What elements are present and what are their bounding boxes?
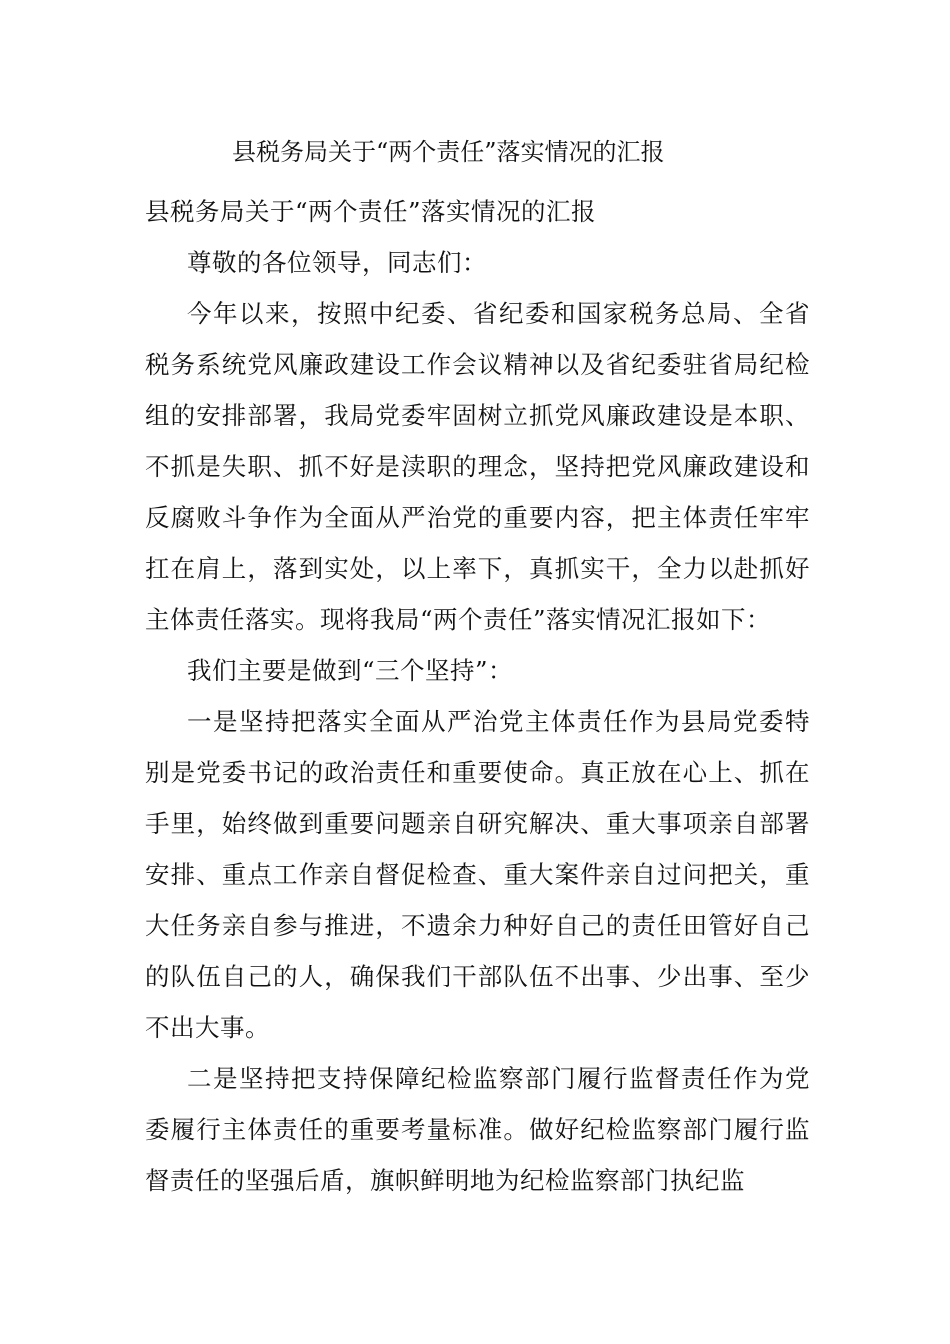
first-point-paragraph: 一是坚持把落实全面从严治党主体责任作为县局党委特别是党委书记的政治责任和重要使命。真正放在心上、抓在手里，始终做到重要问题亲自研究解决、重大事项亲自部署安排、重点工作亲自督促检查、重大案件亲自过问把关，重大任务亲自参与推进，不遗余力种好自己的责任田管好自己的队伍自己的人，确保我们干部队伍不出事、少出事、至少不出大事。	[145, 707, 810, 1042]
document-body	[145, 186, 810, 1206]
salutation-paragraph: 尊敬的各位领导，同志们：	[187, 248, 487, 277]
second-point-paragraph: 二是坚持把支持保障纪检监察部门履行监督责任作为党委履行主体责任的重要考量标准。做好纪检监察部门履行监督责任的坚强后盾，旗帜鲜明地为纪检监察部门执纪监	[145, 1064, 810, 1195]
three-persistences-paragraph: 我们主要是做到“三个坚持”：	[187, 656, 514, 685]
document-title: 县税务局关于“两个责任”落实情况的汇报	[232, 138, 665, 166]
intro-paragraph: 今年以来，按照中纪委、省纪委和国家税务总局、全省税务系统党风廉政建设工作会议精神以及省纪委驻省局纪检组的安排部署，我局党委牢固树立抓党风廉政建设是本职、不抓是失职、抓不好是渎职的理念，坚持把党风廉政建设和反腐败斗争作为全面从严治党的重要内容，把主体责任牢牢扛在肩上，落到实处，以上率下，真抓实干，全力以赴抓好主体责任落实。现将我局“两个责任”落实情况汇报如下：	[145, 299, 810, 634]
repeated-title-paragraph: 县税务局关于“两个责任”落实情况的汇报	[145, 197, 597, 226]
